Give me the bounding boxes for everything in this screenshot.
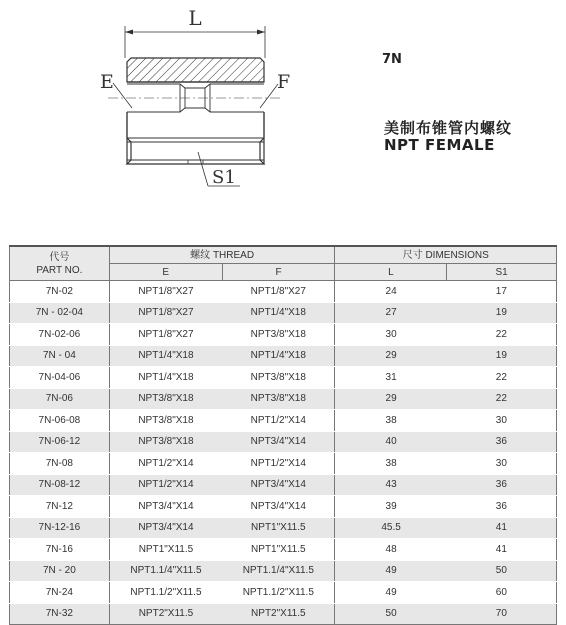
cell-e: NPT1/4"X18 — [109, 345, 222, 367]
cell-part-no: 7N-12 — [10, 496, 110, 518]
table-row — [10, 603, 557, 625]
cell-f: NPT3/4"X14 — [222, 474, 335, 496]
cell-l: 29 — [335, 345, 447, 367]
header-part-no — [10, 246, 110, 281]
cell-part-no: 7N - 20 — [10, 560, 110, 582]
title-english: NPT FEMALE — [384, 136, 495, 154]
table-row — [10, 560, 557, 582]
cell-s1: 30 — [447, 453, 557, 475]
title-chinese: 美制布锥管内螺纹 — [384, 119, 513, 137]
fitting-section — [108, 58, 280, 164]
cell-l: 27 — [335, 302, 447, 324]
cell-l: 49 — [335, 582, 447, 604]
label-l: L — [188, 6, 202, 30]
cell-f: NPT1/2"X14 — [222, 410, 335, 432]
cell-f: NPT1/4"X18 — [222, 345, 335, 367]
cell-s1: 50 — [447, 560, 557, 582]
cell-e: NPT3/4"X14 — [109, 517, 222, 539]
cell-e: NPT1/2"X14 — [109, 453, 222, 475]
cell-e: NPT1/8"X27 — [109, 302, 222, 324]
cell-s1: 60 — [447, 582, 557, 604]
cell-s1: 41 — [447, 517, 557, 539]
cell-l: 39 — [335, 496, 447, 518]
cell-s1: 19 — [447, 345, 557, 367]
cell-f: NPT3/8"X18 — [222, 388, 335, 410]
table-row — [10, 431, 557, 453]
fitting-drawing — [0, 0, 300, 215]
cell-part-no: 7N-02-06 — [10, 324, 110, 346]
cell-part-no: 7N - 04 — [10, 345, 110, 367]
cell-e: NPT1.1/4"X11.5 — [109, 560, 222, 582]
table-row — [10, 453, 557, 475]
table-row — [10, 388, 557, 410]
header-part-no-cn: 代号 — [49, 251, 70, 263]
cell-e: NPT1/8"X27 — [109, 324, 222, 346]
cell-f: NPT1.1/4"X11.5 — [222, 560, 335, 582]
cell-l: 29 — [335, 388, 447, 410]
cell-f: NPT3/4"X14 — [222, 496, 335, 518]
cell-f: NPT1/8"X27 — [222, 281, 335, 303]
label-f: F — [277, 71, 291, 93]
cell-s1: 41 — [447, 539, 557, 561]
table-row — [10, 582, 557, 604]
cell-l: 43 — [335, 474, 447, 496]
cell-s1: 19 — [447, 302, 557, 324]
cell-l: 38 — [335, 410, 447, 432]
cell-s1: 36 — [447, 474, 557, 496]
cell-part-no: 7N-32 — [10, 603, 110, 625]
cell-s1: 70 — [447, 603, 557, 625]
table-row — [10, 324, 557, 346]
cell-e: NPT1/8"X27 — [109, 281, 222, 303]
cell-s1: 36 — [447, 496, 557, 518]
cell-l: 50 — [335, 603, 447, 625]
cell-f: NPT3/8"X18 — [222, 367, 335, 389]
cell-f: NPT1/4"X18 — [222, 302, 335, 324]
cell-part-no: 7N-04-06 — [10, 367, 110, 389]
cell-l: 49 — [335, 560, 447, 582]
specification-table — [9, 245, 557, 625]
cell-s1: 30 — [447, 410, 557, 432]
cell-s1: 22 — [447, 324, 557, 346]
header-l: L — [335, 264, 447, 281]
cell-part-no: 7N-12-16 — [10, 517, 110, 539]
header-thread: 螺纹 THREAD — [109, 246, 335, 264]
cell-part-no: 7N - 02-04 — [10, 302, 110, 324]
cell-e: NPT3/8"X18 — [109, 431, 222, 453]
cell-part-no: 7N-08 — [10, 453, 110, 475]
cell-f: NPT2"X11.5 — [222, 603, 335, 625]
cell-s1: 22 — [447, 367, 557, 389]
cell-part-no: 7N-06-12 — [10, 431, 110, 453]
cell-s1: 17 — [447, 281, 557, 303]
cell-l: 24 — [335, 281, 447, 303]
cell-e: NPT1/2"X14 — [109, 474, 222, 496]
part-code: 7N — [382, 52, 402, 67]
cell-part-no: 7N-08-12 — [10, 474, 110, 496]
header-f: F — [222, 264, 335, 281]
header-e: E — [109, 264, 222, 281]
cell-l: 30 — [335, 324, 447, 346]
table-row — [10, 302, 557, 324]
cell-s1: 36 — [447, 431, 557, 453]
cell-f: NPT1"X11.5 — [222, 539, 335, 561]
cell-f: NPT1/2"X14 — [222, 453, 335, 475]
cell-l: 38 — [335, 453, 447, 475]
cell-e: NPT1"X11.5 — [109, 539, 222, 561]
cell-part-no: 7N-06-08 — [10, 410, 110, 432]
cell-s1: 22 — [447, 388, 557, 410]
cell-part-no: 7N-24 — [10, 582, 110, 604]
cell-f: NPT3/8"X18 — [222, 324, 335, 346]
table-row — [10, 345, 557, 367]
cell-l: 31 — [335, 367, 447, 389]
cell-f: NPT1.1/2"X11.5 — [222, 582, 335, 604]
table-row — [10, 367, 557, 389]
table-row — [10, 281, 557, 303]
header-part-no-en: PART NO. — [36, 264, 83, 276]
cell-f: NPT3/4"X14 — [222, 431, 335, 453]
table-row — [10, 496, 557, 518]
table-row — [10, 539, 557, 561]
label-e: E — [100, 71, 114, 93]
cell-e: NPT3/4"X14 — [109, 496, 222, 518]
cell-e: NPT1/4"X18 — [109, 367, 222, 389]
cell-l: 40 — [335, 431, 447, 453]
cell-part-no: 7N-02 — [10, 281, 110, 303]
label-s1: S1 — [212, 167, 236, 188]
table-row — [10, 517, 557, 539]
cell-l: 48 — [335, 539, 447, 561]
cell-part-no: 7N-06 — [10, 388, 110, 410]
cell-e: NPT2"X11.5 — [109, 603, 222, 625]
cell-e: NPT3/8"X18 — [109, 388, 222, 410]
cell-e: NPT3/8"X18 — [109, 410, 222, 432]
label-s1-callout — [198, 152, 240, 188]
header-s1: S1 — [447, 264, 557, 281]
cell-l: 45.5 — [335, 517, 447, 539]
table-row — [10, 410, 557, 432]
cell-part-no: 7N-16 — [10, 539, 110, 561]
header-dimensions: 尺寸 DIMENSIONS — [335, 246, 557, 264]
cell-f: NPT1"X11.5 — [222, 517, 335, 539]
table-row — [10, 474, 557, 496]
dimension-l — [125, 6, 265, 58]
cell-e: NPT1.1/2"X11.5 — [109, 582, 222, 604]
